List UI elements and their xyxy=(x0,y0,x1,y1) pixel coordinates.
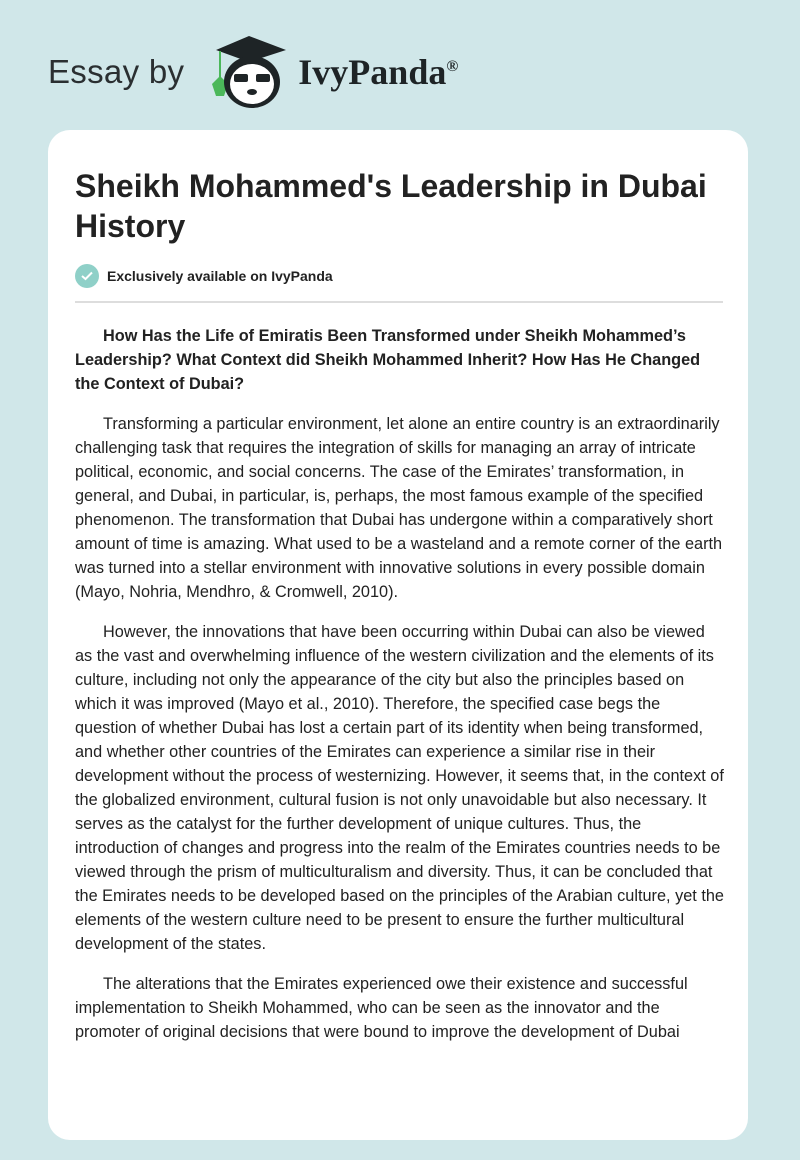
panda-logo-icon[interactable] xyxy=(206,32,292,112)
badge-text: Exclusively available on IvyPanda xyxy=(107,268,333,284)
essay-body xyxy=(75,324,725,1060)
site-header xyxy=(48,32,458,112)
brand-name[interactable]: IvyPanda® xyxy=(298,52,459,92)
essay-card xyxy=(48,130,748,1140)
section-heading: How Has the Life of Emiratis Been Transformed under Sheikh Mohammed’s Leadership? What Context did Sheikh Mohammed Inherit? How Has He Changed the Context of Dubai? xyxy=(75,327,701,393)
paragraph: The alterations that the Emirates experienced owe their existence and successful implementation to Sheikh Mohammed, who can be seen as the innovator and the promoter of original decisions that were bound to improve the development of Dubai xyxy=(75,975,688,1041)
essay-by-label: Essay by xyxy=(48,53,185,90)
divider xyxy=(75,301,723,303)
check-icon xyxy=(75,264,99,288)
exclusive-badge xyxy=(75,264,333,288)
page-title: Sheikh Mohammed's Leadership in Dubai History xyxy=(75,168,707,244)
paragraph: Transforming a particular environment, let alone an entire country is an extraordinarily challenging task that requires the integration of skills for managing an array of intricate political, economic, and social concerns. The case of the Emirates’ transformation, in general, and Dubai, in particular, is, perhaps, the most famous example of the specified phenomenon. The transformation that Dubai has undergone within a comparatively short amount of time is amazing. What used to be a wasteland and a remote corner of the earth was turned into a stellar environment with innovative solutions in every possible domain (Mayo, Nohria, Mendhro, & Cromwell, 2010). xyxy=(75,415,723,601)
paragraph: However, the innovations that have been occurring within Dubai can also be viewed as the vast and overwhelming influence of the western civilization and the elements of its culture, including not only the appearance of the city but also the principles based on which it was improved (Mayo et al., 2010). Therefore, the specified case begs the question of whether Dubai has lost a certain part of its identity when being transformed, and whether other countries of the Emirates can experience a similar rise in their development without the process of westernizing. However, it seems that, in the context of the globalized environment, cultural fusion is not only unavoidable but also necessary. It serves as the catalyst for the further development of unique cultures. Thus, the introduction of changes and progress into the realm of the Emirates countries needs to be viewed through the prism of multiculturalism and diversity. Thus, it can be concluded that the Emirates needs to be developed based on the principles of the Arabian culture, yet the elements of the western culture need to be present to ensure the further multicultural development of the states. xyxy=(75,623,724,953)
